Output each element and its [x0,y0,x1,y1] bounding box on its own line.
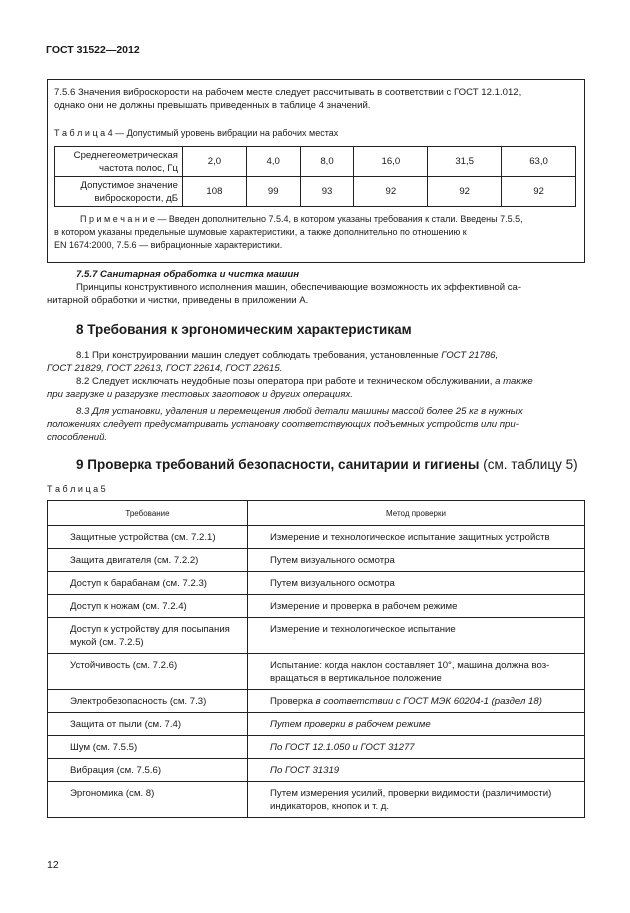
table4-row1-label-line2: частота полос, Гц [98,162,178,174]
table5-header-row [48,501,585,526]
section9-heading-suffix: (см. таблицу 5) [479,457,578,472]
table4-cell: 92 [428,177,502,207]
table4-row1-label [55,147,183,177]
requirement-cell: Вибрация (см. 7.5.6) [48,759,248,782]
s8-p3-line1: 8.3 Для установки, удаления и перемещения любой детали машины массой более 25 кг в нужных [76,406,523,417]
s8-p2-line2: при загрузке и разгрузке тестовых заготовок и других операциях. [47,389,353,400]
method-cell: Путем визуального осмотра [248,572,585,595]
table-row [48,595,585,618]
note-line2: в котором указаны предельные шумовые характеристики, а также дополнительно по отношению к [54,227,467,237]
table5 [47,500,585,818]
table4-row1-label-line1: Среднегеометрическая [73,149,178,161]
requirement-cell: Электробезопасность (см. 7.3) [48,690,248,713]
section8-heading: 8 Требования к эргономическим характеристикам [76,322,412,337]
table4-row-velocity [55,177,576,207]
method-cell: Испытание: когда наклон составляет 10°, машина должна воз-вращаться в вертикальное положение [248,654,585,690]
table4-row2-label-line1: Допустимое значение [80,179,178,191]
s757-title: 7.5.7 Санитарная обработка и чистка машин [76,269,300,280]
table-row [48,618,585,654]
s757-line2: нитарной обработки и чистки, приведены в приложении А. [47,295,309,306]
method-plain: Проверка [270,696,316,707]
s8-p1-text: 8.1 При конструировании машин следует соблюдать требования, установленные [76,350,442,361]
s8-p2-line1 [76,375,533,388]
table4-cell: 4,0 [246,147,300,177]
table4-cell: 93 [300,177,354,207]
table4-note [54,213,576,252]
method-cell: Измерение и проверка в рабочем режиме [248,595,585,618]
requirement-cell: Доступ к барабанам (см. 7.2.3) [48,572,248,595]
table4-row-frequency [55,147,576,177]
method-cell [248,690,585,713]
requirement-cell: Эргономика (см. 8) [48,782,248,818]
method-cell: Путем измерения усилий, проверки видимости (различимости) индикаторов, кнопок и т. д. [248,782,585,818]
requirement-cell: Доступ к ножам (см. 7.2.4) [48,595,248,618]
s8-p3-line2: положениях следует предусматривать установку соответствующих подъемных устройств или при- [47,419,519,430]
requirement-cell: Защита от пыли (см. 7.4) [48,713,248,736]
requirement-cell: Защита двигателя (см. 7.2.2) [48,549,248,572]
table-row [48,713,585,736]
table-row [48,572,585,595]
requirement-cell: Защитные устройства (см. 7.2.1) [48,526,248,549]
page-number: 12 [47,859,59,871]
table4-cell: 108 [183,177,247,207]
table-row [48,736,585,759]
method-italic: в соответствии с ГОСТ МЭК 60204-1 (раздел 18) [315,696,542,707]
table-row [48,526,585,549]
table5-col-requirement: Требование [48,501,248,526]
table4-caption: Т а б л и ц а 4 — Допустимый уровень вибрации на рабочих местах [54,128,339,138]
method-cell: Измерение и технологическое испытание защитных устройств [248,526,585,549]
method-cell: Измерение и технологическое испытание [248,618,585,654]
s8-p1-line1 [76,349,498,362]
table-row [48,549,585,572]
s8-p2-italic: а также [495,376,533,387]
table4-cell: 63,0 [502,147,576,177]
table4-row2-label [55,177,183,207]
table-row [48,654,585,690]
s8-p2-text: 8.2 Следует исключать неудобные позы оператора при работе и техническом обслуживании, [76,376,496,387]
table4-cell: 92 [502,177,576,207]
s757-line1: Принципы конструктивного исполнения машин, обеспечивающие возможность их эффективной са- [76,282,522,293]
table4-cell: 92 [354,177,428,207]
table5-col-method: Метод проверки [248,501,585,526]
s756-line2: однако они не должны превышать приведенных в таблице 4 значений. [54,100,371,111]
document-header: ГОСТ 31522—2012 [46,44,140,56]
s8-p1-italic: ГОСТ 21786, [441,350,499,361]
method-cell: По ГОСТ 12.1.050 и ГОСТ 31277 [248,736,585,759]
table4-row2-label-line2: виброскорости, дБ [94,192,178,204]
section9-heading-text: 9 Проверка требований безопасности, санитарии и гигиены [76,457,480,472]
table-row [48,782,585,818]
method-cell: Путем проверки в рабочем режиме [248,713,585,736]
s756-line1: 7.5.6 Значения виброскорости на рабочем месте следует рассчитывать в соответствии с ГОСТ 12.1.012, [54,87,522,98]
table-row [48,690,585,713]
table4-cell: 99 [246,177,300,207]
table4-cell: 8,0 [300,147,354,177]
table4-cell: 2,0 [183,147,247,177]
section9-heading [76,457,578,472]
table4-cell: 31,5 [428,147,502,177]
method-cell: По ГОСТ 31319 [248,759,585,782]
s8-p1-line2: ГОСТ 21829, ГОСТ 22613, ГОСТ 22614, ГОСТ 22615. [47,363,283,374]
table-row [48,759,585,782]
requirement-cell: Устойчивость (см. 7.2.6) [48,654,248,690]
table4 [54,146,576,207]
s8-p3-line3: способлений. [47,432,108,443]
note-line3: EN 1674:2000, 7.5.6 — вибрационные характеристики. [54,240,283,250]
method-cell: Путем визуального осмотра [248,549,585,572]
table4-cell: 16,0 [354,147,428,177]
table5-caption: Т а б л и ц а 5 [47,484,106,494]
requirement-cell: Шум (см. 7.5.5) [48,736,248,759]
note-line1: П р и м е ч а н и е — Введен дополнительно 7.5.4, в котором указаны требования к стали. Введены 7.5.5, [80,214,523,224]
requirement-cell: Доступ к устройству для посыпания мукой (см. 7.2.5) [48,618,248,654]
